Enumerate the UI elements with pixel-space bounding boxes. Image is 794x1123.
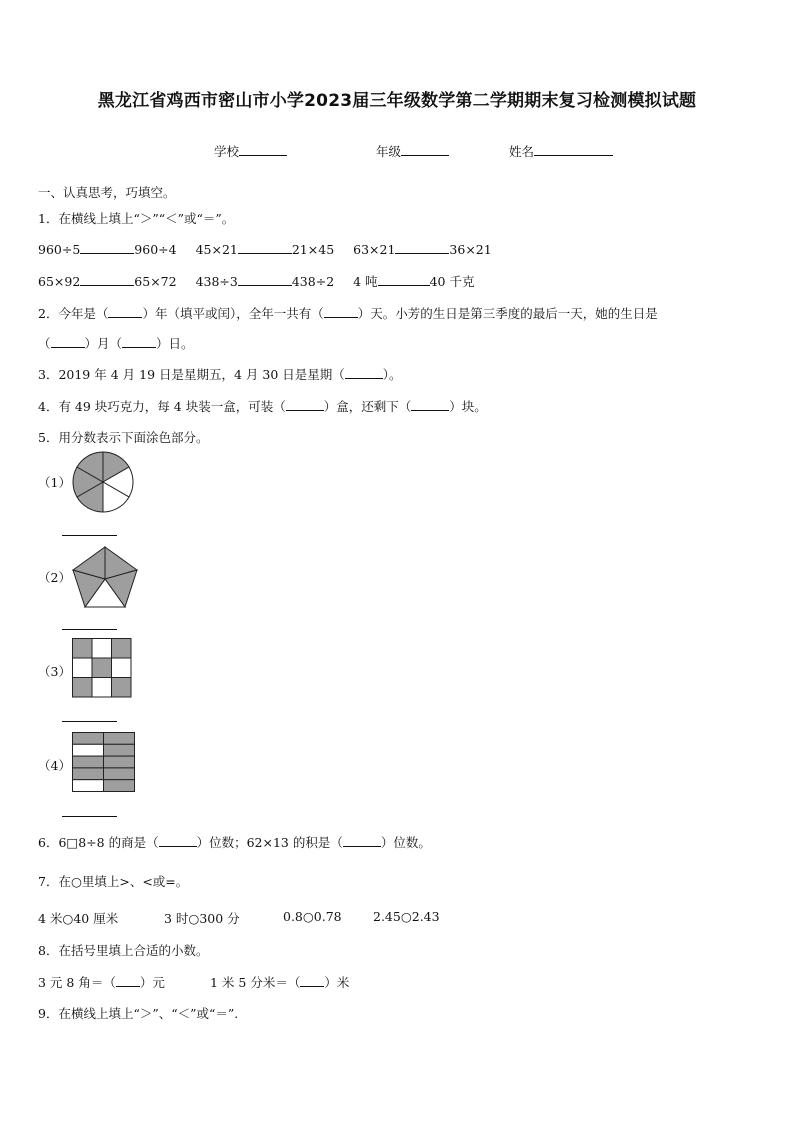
school-field	[214, 142, 287, 160]
question-text: 4．有 49 块巧克力，每 4 块装一盒，可装（	[38, 399, 286, 414]
question-text: 1 米 5 分米＝（	[210, 975, 301, 990]
figure-label-3: （3）	[38, 664, 71, 679]
question-text: ）天。小芳的生日是第三季度的最后一天，她的生日是	[357, 306, 658, 321]
answer-line	[62, 721, 117, 722]
answer-line	[62, 535, 117, 536]
shaded-grid-figure	[72, 638, 132, 698]
question-text: 3．2019 年 4 月 19 日是星期五，4 月 30 日是星期（	[38, 367, 345, 382]
figure-label-2: （2）	[38, 570, 71, 585]
grade-label: 年级	[376, 144, 402, 159]
question-text: ）日。	[156, 336, 194, 351]
question-text: ）年（填平或闰），全年一共有（	[142, 306, 324, 321]
question-text: ）盒，还剩下（	[323, 399, 412, 414]
question-7: 7．在○里填上>、<或=。	[38, 874, 189, 889]
name-blank	[534, 143, 613, 156]
page-title: 黑龙江省鸡西市密山市小学2023届三年级数学第二学期期末复习检测模拟试题	[97, 91, 697, 111]
question-8: 8．在括号里填上合适的小数。	[38, 943, 209, 958]
comparison-blank	[395, 241, 449, 254]
question-3	[38, 365, 402, 383]
answer-blank	[116, 974, 140, 987]
comparison-right: 21×45	[291, 242, 335, 257]
answer-line	[62, 816, 117, 817]
comparison-right: 960÷4	[134, 242, 177, 257]
question-text: （	[38, 336, 51, 351]
question-5: 5．用分数表示下面涂色部分。	[38, 430, 209, 445]
name-label: 姓名	[509, 144, 535, 159]
question-6	[38, 833, 431, 851]
compare-item: 4 米○40 厘米	[38, 911, 119, 926]
comparison-row-1	[38, 241, 492, 257]
question-1: 1．在横线上填上“＞”“＜”或“＝”。	[38, 211, 235, 226]
comparison-left: 63×21	[353, 242, 396, 257]
answer-blank	[108, 305, 142, 318]
section-heading: 一、认真思考，巧填空。	[38, 185, 176, 200]
figure-label-4: （4）	[38, 758, 71, 773]
comparison-blank	[378, 273, 430, 286]
figure-label-1: （1）	[38, 475, 71, 490]
school-label: 学校	[214, 144, 240, 159]
comparison-blank	[238, 241, 292, 254]
grade-blank	[401, 143, 449, 156]
question-text: ）。	[382, 367, 402, 382]
question-text: ）位数。	[380, 835, 431, 850]
conversion-item	[38, 973, 165, 991]
answer-blank	[343, 834, 381, 847]
answer-blank	[324, 305, 358, 318]
comparison-right: 36×21	[449, 242, 492, 257]
answer-blank	[411, 398, 449, 411]
grade-field	[376, 142, 449, 160]
comparison-blank	[80, 241, 134, 254]
question-text: ）月（	[84, 336, 123, 351]
question-text: ）元	[139, 975, 165, 990]
compare-item: 3 时○300 分	[164, 911, 240, 926]
comparison-left: 960÷5	[38, 242, 81, 257]
comparison-left: 438÷3	[195, 274, 238, 289]
answer-blank	[300, 974, 324, 987]
comparison-right: 40 千克	[429, 274, 475, 289]
question-text: ）位数；62×13 的积是（	[196, 835, 343, 850]
answer-blank	[159, 834, 197, 847]
question-2-continued	[38, 334, 194, 352]
compare-item: 2.45○2.43	[373, 909, 440, 924]
comparison-blank	[238, 273, 292, 286]
comparison-left: 65×92	[38, 274, 81, 289]
comparison-blank	[80, 273, 134, 286]
school-blank	[239, 143, 287, 156]
answer-blank	[122, 335, 156, 348]
shaded-pentagon-figure	[71, 546, 139, 608]
question-text: ）米	[324, 975, 350, 990]
question-text: 2．今年是（	[38, 306, 109, 321]
question-text: ）块。	[449, 399, 487, 414]
question-4	[38, 397, 487, 415]
shaded-rectangle-figure	[72, 732, 135, 792]
question-text: 3 元 8 角＝（	[38, 975, 116, 990]
answer-blank	[345, 366, 383, 379]
shaded-circle-figure	[72, 451, 134, 513]
conversion-item	[210, 973, 349, 991]
question-9: 9．在横线上填上“＞”、“＜”或“＝”.	[38, 1006, 239, 1021]
comparison-left: 4 吨	[353, 274, 378, 289]
name-field	[509, 142, 613, 160]
answer-blank	[286, 398, 324, 411]
answer-line	[62, 629, 117, 630]
question-text: 6．6□8÷8 的商是（	[38, 835, 159, 850]
comparison-left: 45×21	[195, 242, 238, 257]
compare-item: 0.8○0.78	[283, 909, 342, 924]
question-2	[38, 304, 658, 322]
answer-blank	[51, 335, 85, 348]
comparison-row-2	[38, 272, 474, 290]
comparison-right: 65×72	[134, 274, 177, 289]
comparison-right: 438÷2	[291, 274, 335, 289]
